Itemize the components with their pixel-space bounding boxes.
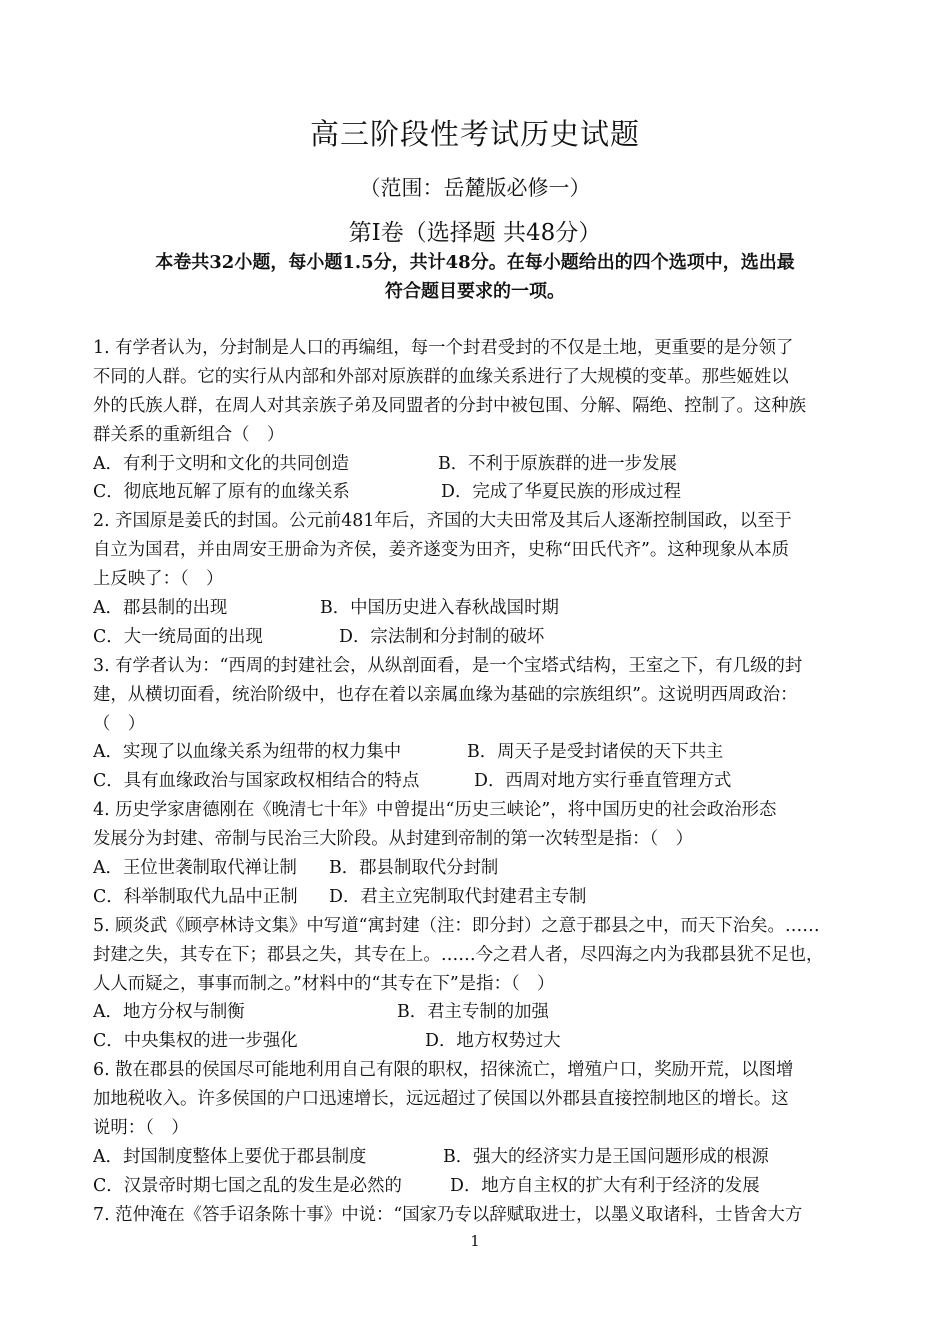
q4-option-d: D．君主立宪制取代封建君主专制 [329, 886, 587, 907]
q6-option-b: B．强大的经济实力是王国问题形成的根源 [443, 1146, 769, 1167]
q3-option-a: A．实现了以血缘关系为纽带的权力集中 [93, 742, 402, 763]
q6-stem-line: 说明：（ ） [93, 1118, 189, 1139]
q3-option-c: C．具有血缘政治与国家政权相结合的特点 [93, 771, 420, 792]
q2-option-b: B．中国历史进入春秋战国时期 [320, 598, 559, 619]
q5-options-row [93, 998, 868, 1027]
q2-stem-line: 自立为国君，并由周安王册命为齐侯，姜齐遂变为田齐，史称“田氏代齐”。这种现象从本质 [93, 540, 790, 561]
q3-options-row [93, 767, 868, 796]
q1-option-c: C．彻底地瓦解了原有的血缘关系 [93, 482, 350, 503]
q1-stem-line: 外的氏族人群，在周人对其亲族子弟及同盟者的分封中被包围、分解、隔绝、控制了。这种族 [93, 395, 807, 416]
q1-option-d: D．完成了华夏民族的形成过程 [441, 482, 682, 503]
q4-stem-line: 发展分为封建、帝制与民治三大阶段。从封建到帝制的第一次转型是指：（ ） [93, 829, 693, 850]
q1-option-a: A．有利于文明和文化的共同创造 [93, 453, 350, 474]
q2-option-a: A．郡县制的出现 [93, 598, 228, 619]
q3-options-row [93, 738, 868, 767]
q6-stem-line: 6. 散在郡县的侯国尽可能地利用自己有限的职权，招徕流亡，增殖户口，奖励开荒，以图增 [93, 1060, 794, 1081]
q3-stem-line: （ ） [93, 713, 146, 734]
q5-option-c: C．中央集权的进一步强化 [93, 1031, 298, 1052]
q6-option-a: A．封国制度整体上要优于郡县制度 [93, 1146, 367, 1167]
q1-stem-line: 不同的人群。它的实行从内部和外部对原族群的血缘关系进行了大规模的变革。那些姬姓以 [93, 366, 789, 387]
q7-stem-line: 7. 范仲淹在《答手诏条陈十事》中说：“国家乃专以辞赋取进士，以墨义取诸科，士皆舍大方 [93, 1204, 803, 1225]
exam-scope: （范围：岳麓版必修一） [359, 176, 591, 200]
q6-stem-line: 加地税收入。许多侯国的户口迅速增长，远远超过了侯国以外郡县直接控制地区的增长。这 [93, 1089, 789, 1110]
q1-options-row [93, 450, 868, 479]
instructions [90, 248, 860, 306]
q2-option-c: C．大一统局面的出现 [93, 626, 263, 647]
q5-option-a: A．地方分权与制衡 [93, 1002, 245, 1023]
q1-option-b: B．不利于原族群的进一步发展 [438, 453, 677, 474]
q2-options-row [93, 623, 868, 652]
instruction-line: 符合题目要求的一项。 [385, 281, 565, 302]
q1-options-row [93, 478, 868, 507]
q3-stem-line: 建，从横切面看，统治阶级中，也存在着以亲属血缘为基础的宗族组织”。这说明西周政治： [93, 684, 798, 705]
page-number: 1 [470, 1232, 480, 1250]
q6-options-row [93, 1172, 868, 1201]
q4-option-b: B．郡县制取代分封制 [329, 858, 499, 879]
q5-stem-line: 5. 顾炎武《顾亭林诗文集》中写道“寓封建（注：即分封）之意于郡县之中，而天下治矣。…… [93, 915, 820, 936]
instruction-line: 本卷共32小题，每小题1.5分，共计48分。在每小题给出的四个选项中，选出最 [155, 252, 795, 273]
question-list [93, 334, 868, 1230]
q3-option-d: D．西周对地方实行垂直管理方式 [474, 771, 732, 792]
q1-stem-line: 群关系的重新组合（ ） [93, 424, 285, 445]
q5-stem-line: 封建之失，其专在下；郡县之失，其专在上。……今之君人者，尽四海之内为我郡县犹不足也， [93, 944, 824, 965]
q2-options-row [93, 594, 868, 623]
q4-stem-line: 4. 历史学家唐德刚在《晚清七十年》中曾提出“历史三峡论”，将中国历史的社会政治形态 [93, 800, 777, 821]
q5-options-row [93, 1027, 868, 1056]
q5-stem-line: 人人而疑之，事事而制之。”材料中的“其专在下”是指：（ ） [93, 973, 555, 994]
q5-option-d: D．地方权势过大 [425, 1031, 561, 1052]
q4-options-row [93, 854, 868, 883]
section-heading: 第Ⅰ卷（选择题 共48分） [348, 220, 602, 246]
q5-option-b: B．君主专制的加强 [397, 1002, 549, 1023]
q2-option-d: D．宗法制和分封制的破坏 [339, 626, 545, 647]
q2-stem-line: 2. 齐国原是姜氏的封国。公元前481年后，齐国的大夫田常及其后人逐渐控制国政，以至于 [93, 511, 792, 532]
q1-stem-line: 1. 有学者认为，分封制是人口的再编组，每一个封君受封的不仅是土地，更重要的是分领了 [93, 338, 794, 358]
q6-options-row [93, 1143, 868, 1172]
exam-title: 高三阶段性考试历史试题 [309, 117, 640, 151]
q4-options-row [93, 883, 868, 912]
q4-option-c: C．科举制取代九品中正制 [93, 886, 298, 907]
q4-option-a: A．王位世袭制取代禅让制 [93, 858, 297, 879]
q2-stem-line: 上反映了：（ ） [93, 569, 224, 590]
q6-option-c: C．汉景帝时期七国之乱的发生是必然的 [93, 1175, 402, 1196]
q3-stem-line: 3. 有学者认为：“西周的封建社会，从纵剖面看，是一个宝塔式结构，王室之下，有几级的封 [93, 655, 803, 676]
q3-option-b: B．周天子是受封诸侯的天下共主 [467, 742, 724, 763]
q6-option-d: D．地方自主权的扩大有利于经济的发展 [450, 1175, 760, 1196]
